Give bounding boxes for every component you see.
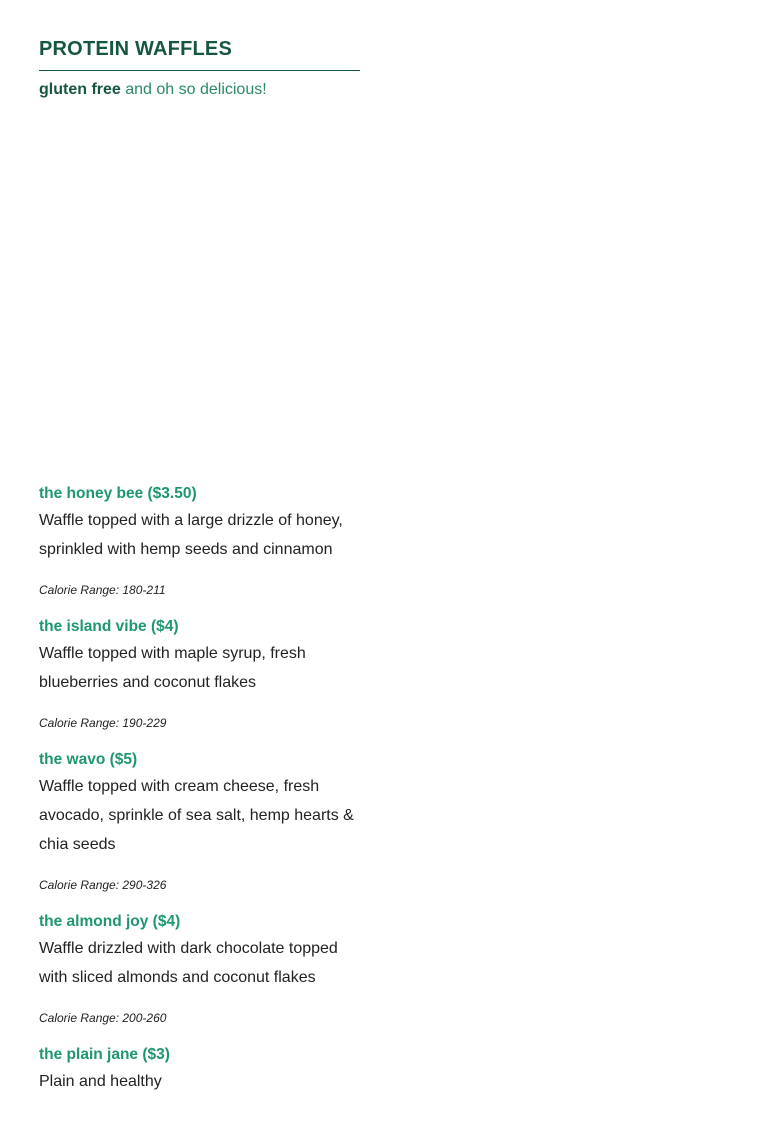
- menu-item-calories: Calorie Range: 190-229: [39, 716, 167, 730]
- menu-item-island-vibe: [39, 617, 369, 731]
- menu-item-description: Waffle drizzled with dark chocolate topped with sliced almonds and coconut flakes: [39, 940, 338, 986]
- menu-item-description: Waffle topped with cream cheese, fresh avocado, sprinkle of sea salt, hemp hearts & chia seeds: [39, 778, 354, 853]
- menu-item-name: the island vibe ($4): [39, 618, 179, 635]
- menu-item-plain-jane: [39, 1045, 369, 1096]
- menu-item-description: Waffle topped with a large drizzle of honey, sprinkled with hemp seeds and cinnamon: [39, 512, 343, 558]
- menu-list: [39, 484, 369, 1115]
- menu-item-calories: Calorie Range: 200-260: [39, 1011, 167, 1025]
- section-tagline: [39, 81, 360, 99]
- menu-item-almond-joy: [39, 912, 369, 1026]
- menu-item-name: the almond joy ($4): [39, 913, 181, 930]
- menu-item-honey-bee: [39, 484, 369, 598]
- tagline-text: and oh so delicious!: [120, 81, 267, 98]
- menu-item-name: the plain jane ($3): [39, 1046, 170, 1063]
- menu-item-calories: Calorie Range: 290-326: [39, 878, 167, 892]
- menu-item-wavo: [39, 750, 369, 893]
- tagline-highlight: gluten free: [39, 81, 121, 98]
- menu-item-name: the honey bee ($3.50): [39, 485, 197, 502]
- menu-item-description: Plain and healthy: [39, 1073, 162, 1090]
- menu-item-description: Waffle topped with maple syrup, fresh blueberries and coconut flakes: [39, 645, 306, 691]
- menu-item-calories: Calorie Range: 180-211: [39, 583, 166, 597]
- menu-section-header: [39, 38, 360, 99]
- section-title: PROTEIN WAFFLES: [39, 38, 360, 71]
- menu-item-name: the wavo ($5): [39, 751, 138, 768]
